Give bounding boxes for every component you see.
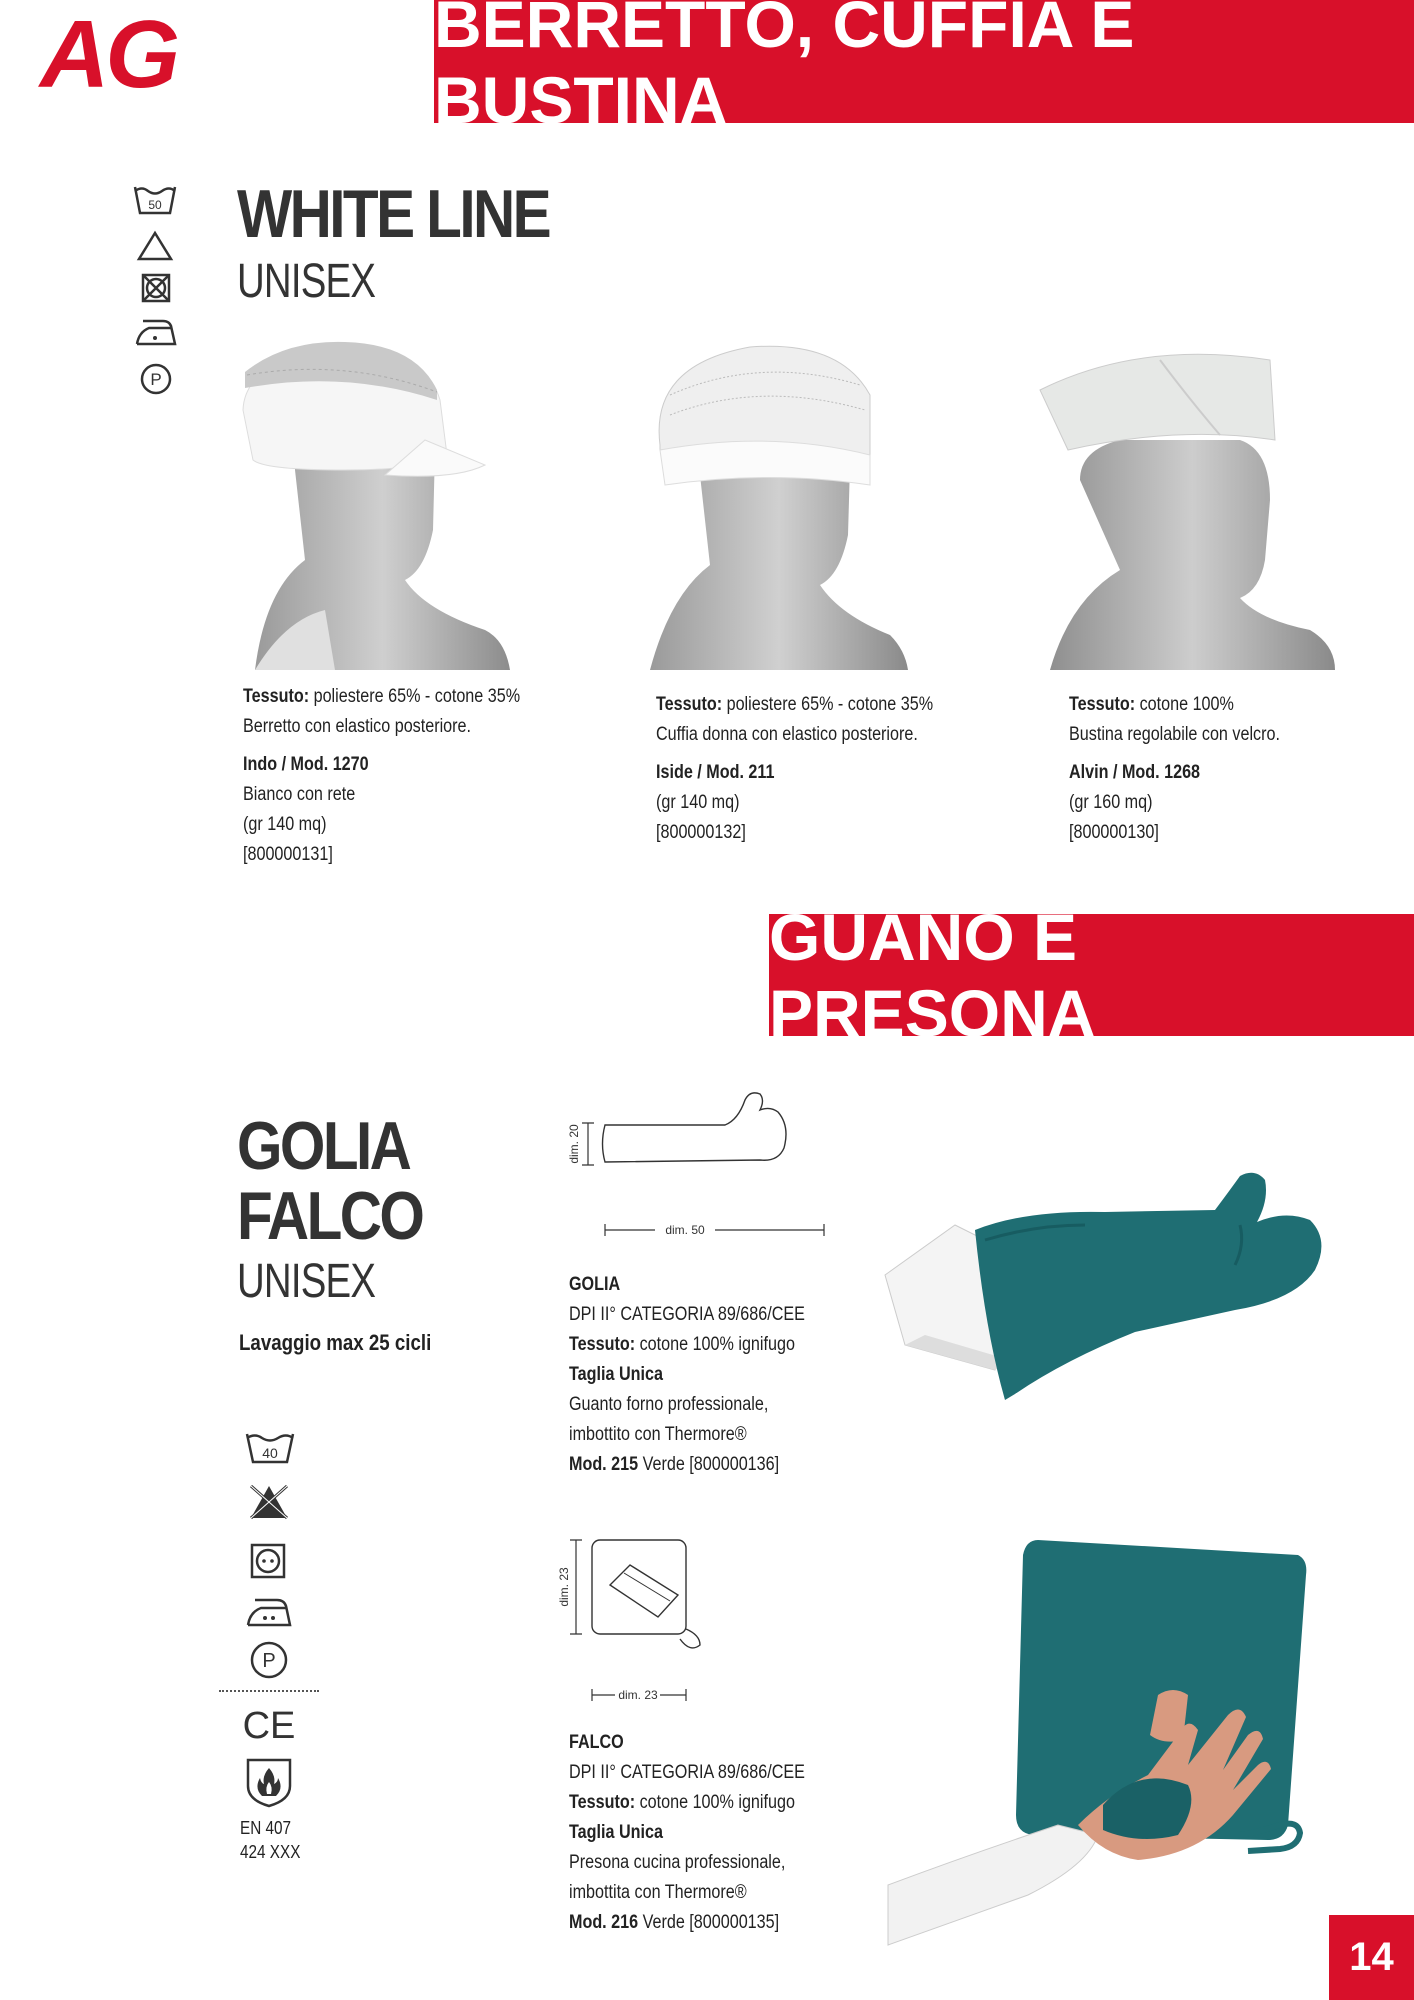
- product-title-golia: GOLIA: [237, 1108, 410, 1184]
- golia-model: Mod. 215: [569, 1454, 639, 1475]
- product-photo-pot-holder-216: [888, 1535, 1333, 1955]
- svg-text:40: 40: [262, 1445, 278, 1461]
- product-detail: (gr 140 mq): [243, 814, 327, 835]
- product-photo-oven-mitt-215: [885, 1170, 1330, 1405]
- product-desc-1268: [1069, 690, 1280, 848]
- svg-text:50: 50: [148, 198, 162, 212]
- falco-size: Taglia Unica: [569, 1822, 663, 1843]
- product-model: Indo / Mod. 1270: [243, 754, 369, 775]
- svg-text:P: P: [150, 370, 162, 389]
- ce-mark-icon: [242, 1704, 296, 1747]
- falco-desc: imbottita con Thermore®: [569, 1882, 747, 1903]
- fabric-label: Tessuto:: [569, 1792, 636, 1813]
- golia-dpi: DPI II° CATEGORIA 89/686/CEE: [569, 1304, 805, 1325]
- fabric-label: Tessuto:: [569, 1334, 636, 1355]
- cert-line: EN 407: [240, 1818, 292, 1838]
- product-title-falco: FALCO: [237, 1178, 423, 1254]
- product-desc-1270: [243, 682, 520, 870]
- falco-desc: Presona cucina professionale,: [569, 1852, 786, 1873]
- falco-dpi: DPI II° CATEGORIA 89/686/CEE: [569, 1762, 805, 1783]
- fabric-label: Tessuto:: [1069, 694, 1136, 715]
- golia-description: [569, 1270, 805, 1480]
- dry-clean-p-icon-2: [249, 1640, 289, 1680]
- product-model: Iside / Mod. 211: [656, 762, 775, 783]
- golia-name: GOLIA: [569, 1274, 621, 1295]
- product-code: [800000130]: [1069, 822, 1159, 843]
- brand-logo: AG: [40, 1, 176, 108]
- fabric-value: cotone 100% ignifugo: [639, 1334, 795, 1355]
- falco-model-detail: Verde [800000135]: [642, 1912, 780, 1933]
- falco-dim-width: dim. 23: [618, 1688, 658, 1702]
- fabric-label: Tessuto:: [656, 694, 723, 715]
- product-code: [800000131]: [243, 844, 333, 865]
- product-photo-cap-1270: [225, 330, 525, 670]
- svg-text:P: P: [262, 1650, 276, 1672]
- tumble-dry-icon: [249, 1542, 287, 1580]
- golia-size: Taglia Unica: [569, 1364, 663, 1385]
- heat-flame-shield-icon: [244, 1756, 294, 1808]
- section-banner-hats: BERRETTO, CUFFIA E BUSTINA: [434, 0, 1414, 123]
- product-note: Berretto con elastico posteriore.: [243, 716, 472, 737]
- fabric-label: Tessuto:: [243, 686, 310, 707]
- product-detail: (gr 160 mq): [1069, 792, 1153, 813]
- golia-model-detail: Verde [800000136]: [642, 1454, 780, 1475]
- product-detail: Bianco con rete: [243, 784, 356, 805]
- golia-dimension-diagram: [560, 1090, 830, 1245]
- section-banner-gloves: GUANO E PRESONA: [769, 914, 1414, 1036]
- product-line-subtitle: UNISEX: [237, 255, 376, 308]
- product-photo-bonnet-211: [640, 335, 910, 670]
- wash-50-icon: [132, 183, 178, 217]
- golia-dim-width: dim. 50: [665, 1223, 705, 1237]
- falco-description: [569, 1728, 805, 1938]
- iron-two-dots-icon: [244, 1595, 294, 1629]
- fabric-value: cotone 100% ignifugo: [639, 1792, 795, 1813]
- product-note: Bustina regolabile con velcro.: [1069, 724, 1280, 745]
- wash-40-icon: [244, 1430, 296, 1466]
- fabric-value: cotone 100%: [1139, 694, 1234, 715]
- iron-one-dot-icon: [133, 316, 179, 348]
- product-code: [800000132]: [656, 822, 746, 843]
- icon-divider: [219, 1690, 319, 1692]
- fabric-value: poliestere 65% - cotone 35%: [313, 686, 521, 707]
- no-tumble-dry-icon: [140, 272, 172, 304]
- wash-note: Lavaggio max 25 cicli: [239, 1330, 432, 1355]
- golia-desc: imbottito con Thermore®: [569, 1424, 747, 1445]
- product-photo-forage-cap-1268: [1040, 340, 1340, 670]
- svg-text:CE: CE: [242, 1705, 296, 1747]
- product-detail: (gr 140 mq): [656, 792, 740, 813]
- no-bleach-icon: [247, 1482, 291, 1522]
- cert-line: 424 XXX: [240, 1842, 301, 1862]
- golia-desc: Guanto forno professionale,: [569, 1394, 769, 1415]
- golia-dim-height: dim. 20: [567, 1124, 581, 1164]
- dry-clean-p-icon: [139, 362, 173, 396]
- falco-name: FALCO: [569, 1732, 624, 1753]
- product-desc-211: [656, 690, 933, 848]
- product-subtitle-unisex: UNISEX: [237, 1255, 376, 1308]
- product-note: Cuffia donna con elastico posteriore.: [656, 724, 918, 745]
- bleach-triangle-icon: [136, 230, 174, 262]
- falco-model: Mod. 216: [569, 1912, 639, 1933]
- cert-standard: [240, 1816, 300, 1864]
- falco-dim-height: dim. 23: [557, 1567, 571, 1607]
- fabric-value: poliestere 65% - cotone 35%: [726, 694, 934, 715]
- page-number: 14: [1329, 1915, 1414, 2000]
- falco-dimension-diagram: [557, 1535, 760, 1710]
- product-line-title: WHITE LINE: [237, 176, 550, 252]
- product-model: Alvin / Mod. 1268: [1069, 762, 1201, 783]
